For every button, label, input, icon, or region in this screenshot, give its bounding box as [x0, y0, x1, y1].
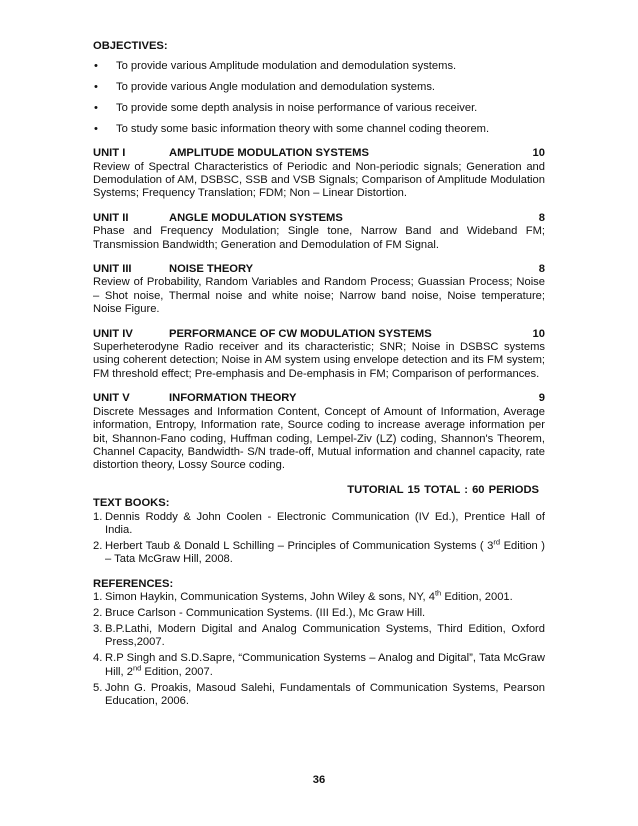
item-text: Bruce Carlson - Communication Systems. (III Ed.), Mc Graw Hill. — [105, 606, 426, 619]
item-text: Simon Haykin, Communication Systems, John Wiley & sons, NY, 4 — [105, 591, 435, 604]
unit-title: INFORMATION THEORY — [169, 392, 297, 405]
item-number: 5. — [93, 681, 103, 694]
reference-item — [93, 682, 545, 709]
item-text-cont: Edition ) – Tata McGraw Hill, 2008. — [105, 539, 545, 566]
unit-description: Discrete Messages and Information Content, Concept of Amount of Information, Average information, Entropy, Information rate, Source coding to increase average information per bit, Shannon-Fano coding, Huffman coding, Lempel-Ziv (LZ) coding, Shannon's Theorem, Channel Capacity, Bandwidth- S/N trade-off, Mutual information and channel capacity, rate distortion theory, Lossy Source coding. — [93, 405, 545, 472]
item-text-cont: Edition, 2001. — [441, 591, 513, 604]
unit-title: AMPLITUDE MODULATION SYSTEMS — [169, 147, 369, 160]
objective-item: • To provide some depth analysis in noise performance of various receiver. — [93, 102, 545, 115]
item-number: 1. — [93, 510, 103, 523]
unit-header — [93, 263, 545, 276]
unit-title: PERFORMANCE OF CW MODULATION SYSTEMS — [169, 327, 432, 340]
unit-header — [93, 392, 545, 405]
objectives-heading: OBJECTIVES: — [93, 40, 168, 52]
item-text: John G. Proakis, Masoud Salehi, Fundamentals of Communication Systems, Pearson Education, 2006. — [105, 681, 545, 707]
unit-title: NOISE THEORY — [169, 263, 254, 276]
unit-description: Review of Spectral Characteristics of Periodic and Non-periodic signals; Generation and Demodulation of AM, DSBSC, SSB and VSB Signals; Comparison of Amplitude Modulation Systems; Frequency Translation; FDM; Non – Linear Distortion. — [93, 160, 545, 200]
item-number: 2. — [93, 539, 103, 552]
page-number: 36 — [312, 774, 326, 786]
references-heading: REFERENCES: — [93, 577, 174, 590]
item-text: R.P Singh and S.D.Sapre, “Communication Systems – Analog and Digital”, Tata McGraw Hill, 2 — [105, 652, 545, 678]
item-text-cont: Edition, 2007. — [141, 665, 213, 678]
reference-item — [93, 588, 545, 604]
references-list — [93, 588, 545, 708]
objective-item: • To provide various Amplitude modulation and demodulation systems. — [93, 60, 545, 73]
unit-hours: 10 — [532, 147, 545, 160]
unit-number: UNIT I — [93, 147, 126, 160]
objectives-list — [93, 60, 545, 136]
unit-header — [93, 212, 545, 225]
text-books-list — [93, 511, 545, 567]
unit-hours: 8 — [538, 211, 545, 224]
unit-1 — [93, 147, 545, 201]
reference-item — [93, 652, 545, 679]
text-book-item — [93, 511, 545, 538]
unit-description: Review of Probability, Random Variables and Random Process; Guassian Process; Noise – Shot noise, Thermal noise and white noise; Narrow band noise, Noise temperature; Noise Figure. — [93, 276, 545, 316]
unit-number: UNIT V — [93, 392, 130, 405]
text-books-heading: TEXT BOOKS: — [93, 497, 170, 510]
superscript: nd — [132, 662, 142, 672]
superscript: th — [434, 588, 442, 598]
objective-item: • To provide various Angle modulation and demodulation systems. — [93, 81, 545, 94]
objective-item: • To study some basic information theory with some channel coding theorem. — [93, 123, 545, 136]
total-periods: TUTORIAL 15 TOTAL : 60 PERIODS — [347, 483, 539, 496]
item-number: 4. — [93, 652, 103, 665]
item-text: B.P.Lathi, Modern Digital and Analog Communication Systems, Third Edition, Oxford Press,2007. — [105, 622, 545, 649]
unit-description: Superheterodyne Radio receiver and its characteristic; SNR; Noise in DSBSC systems using coherent detection; Noise in AM system using envelope detection and its FM system; FM threshold effect; Pre-emphasis and De-emphasis in FM; Comparison of performances. — [93, 341, 545, 380]
unit-hours: 9 — [538, 392, 545, 405]
unit-header — [93, 328, 545, 341]
unit-number: UNIT II — [93, 211, 129, 224]
text-book-item — [93, 537, 545, 567]
reference-item — [93, 607, 545, 620]
reference-item — [93, 623, 545, 650]
item-number: 2. — [93, 606, 103, 619]
item-number: 1. — [93, 591, 103, 604]
unit-2 — [93, 212, 545, 252]
superscript: rd — [493, 537, 501, 547]
unit-number: UNIT IV — [93, 327, 133, 340]
item-text: Herbert Taub & Donald L Schilling – Principles of Communication Systems ( 3 — [105, 539, 494, 552]
unit-number: UNIT III — [93, 263, 132, 276]
item-number: 3. — [93, 622, 103, 635]
unit-hours: 8 — [538, 263, 545, 276]
unit-5 — [93, 392, 545, 472]
unit-description: Phase and Frequency Modulation; Single tone, Narrow Band and Wideband FM; Transmission Bandwidth; Generation and Demodulation of FM Signal. — [93, 225, 545, 251]
syllabus-page — [93, 40, 545, 711]
unit-header — [93, 147, 545, 160]
item-text: Dennis Roddy & John Coolen - Electronic Communication (IV Ed.), Prentice Hall of India. — [105, 510, 545, 536]
unit-4 — [93, 328, 545, 382]
unit-title: ANGLE MODULATION SYSTEMS — [169, 211, 343, 224]
unit-3 — [93, 263, 545, 317]
unit-hours: 10 — [532, 327, 545, 340]
